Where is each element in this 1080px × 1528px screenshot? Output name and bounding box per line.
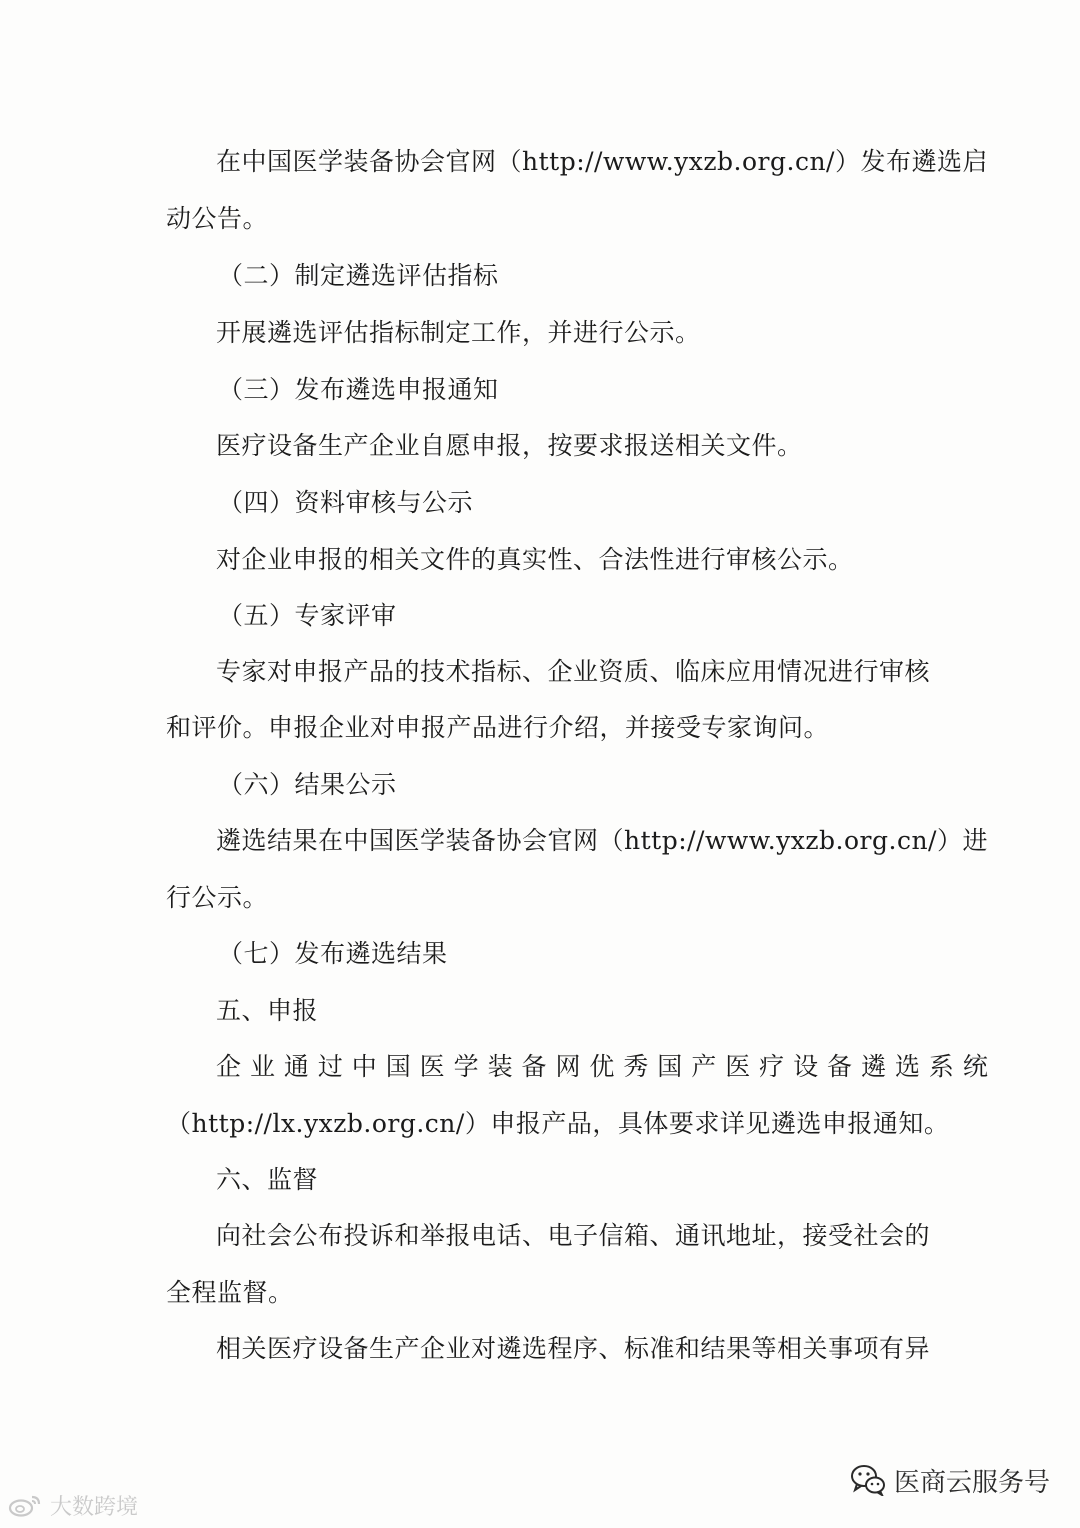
body-line: 在中国医学装备协会官网（http://www.yxzb.org.cn/）发布遴选启 (216, 147, 988, 176)
body-line: 遴选结果在中国医学装备协会官网（http://www.yxzb.org.cn/）进 (216, 826, 988, 855)
body-line: 相关医疗设备生产企业对遴选程序、标准和结果等相关事项有异 (216, 1334, 931, 1363)
section-heading: （六）结果公示 (218, 770, 397, 799)
wechat-icon (850, 1464, 886, 1496)
body-line: （http://lx.yxzb.org.cn/）申报产品，具体要求详见遴选申报通知。 (166, 1109, 950, 1138)
body-line: 企 业 通 过 中 国 医 学 装 备 网 优 秀 国 产 医 疗 设 备 遴 选 系 统 (216, 1052, 989, 1081)
section-heading: （七）发布遴选结果 (218, 939, 448, 968)
body-line: 行公示。 (166, 883, 269, 912)
body-line: 医疗设备生产企业自愿申报，按要求报送相关文件。 (216, 431, 803, 460)
section-heading: （三）发布遴选申报通知 (218, 375, 499, 404)
body-line: 全程监督。 (166, 1278, 294, 1307)
watermark-right (850, 1460, 1050, 1500)
body-line: 开展遴选评估指标制定工作，并进行公示。 (216, 318, 701, 347)
body-line: 专家对申报产品的技术指标、企业资质、临床应用情况进行审核 (216, 657, 931, 686)
section-heading: （五）专家评审 (218, 601, 397, 630)
body-line: 和评价。申报企业对申报产品进行介绍，并接受专家询问。 (166, 713, 830, 742)
section-heading: （四）资料审核与公示 (218, 488, 474, 517)
section-heading: （二）制定遴选评估指标 (218, 261, 499, 290)
body-line: 动公告。 (166, 204, 269, 233)
body-line: 向社会公布投诉和举报电话、电子信箱、通讯地址，接受社会的 (216, 1221, 931, 1250)
watermark-left (8, 1490, 138, 1520)
weibo-logo-icon (8, 1493, 44, 1517)
watermark-right-label: 医商云服务号 (893, 1467, 1050, 1498)
watermark-left-label: 大数跨境 (50, 1494, 139, 1520)
chapter-heading: 五、申报 (216, 996, 319, 1025)
body-line: 对企业申报的相关文件的真实性、合法性进行审核公示。 (216, 545, 854, 574)
chapter-heading: 六、监督 (216, 1165, 319, 1194)
